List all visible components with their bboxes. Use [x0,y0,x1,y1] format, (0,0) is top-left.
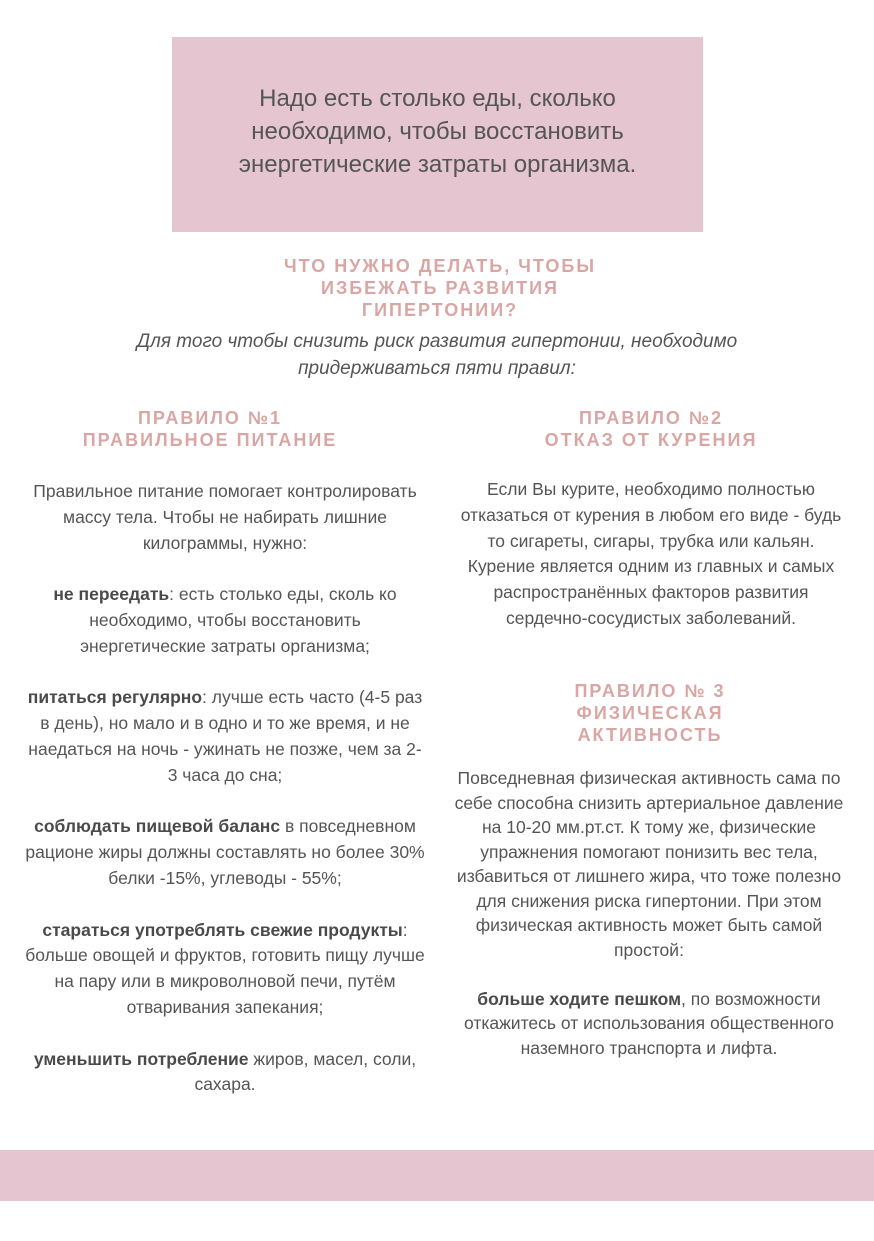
quote-text: Надо есть столько еды, сколько необходимо, чтобы восстановить энергетические затраты организма. [238,85,637,178]
main-heading-line3: ГИПЕРТОНИИ? [361,300,519,320]
rule1-subtitle: ПРАВИЛЬНОЕ ПИТАНИЕ [82,430,338,450]
rule1-item-text: : есть столько еды, сколь ко необходимо, чтобы восстановить энергетические затраты организма; [80,584,397,656]
rule3-text: Повседневная физическая активность сама по себе способна снизить артериальное давление на 10-20 мм.рт.ст. К тому же, физические упражнения помогают понизить вес тела, избавиться от лишнего жира, что тоже полезно для снижения риска гипертонии. При этом физическая активность может быть самой простой: [454,768,844,960]
intro-text: Для того чтобы снизить риск развития гипертонии, необходимо придерживаться пяти правил: [136,331,738,379]
rule1-item-text: : больше овощей и фруктов, готовить пищу лучше на пару или в микроволновой печи, путём отваривания запекания; [25,919,425,1017]
main-heading-line1: ЧТО НУЖНО ДЕЛАТЬ, ЧТОБЫ [284,256,596,276]
rule1-item [25,582,425,659]
rule2-text: Если Вы курите, необходимо полностью отказаться от курения в любом его виде - будь то сигареты, сигары, трубка или кальян. Курение является одним из главных и самых распространённых факторов развития сердечно-сосудистых заболеваний. [460,479,842,628]
rule1-item-text: в повседневном рационе жиры должны составлять но более 30% белки -15%, углеводы - 55%; [25,816,425,888]
rule1-item-text: жиров, масел, соли, сахара. [194,1048,417,1095]
rule2-subtitle: ОТКАЗ ОТ КУРЕНИЯ [544,430,758,450]
rule3-title: ПРАВИЛО № 3 [574,681,726,701]
rule2-body [452,477,850,632]
rule1-item [25,814,425,891]
rule2-title: ПРАВИЛО №2 [578,408,723,428]
rule1-item-text: : лучше есть часто (4-5 раз в день), но мало и в одно и то же время, и не наедаться на ночь - ужинать не позже, чем за 2-3 часа до сна; [28,687,423,785]
rule1-item [25,685,425,788]
main-heading [250,255,630,321]
rule3-item-bold: больше ходите пешком [477,988,682,1009]
rule1-item-bold: уменьшить потребление [33,1048,249,1069]
rule3-subtitle1: ФИЗИЧЕСКАЯ [576,703,724,723]
rule3-item [448,987,850,1061]
rule3-item-text: , по возможности откажитесь от использования общественного наземного транспорта и лифта. [463,988,835,1058]
main-heading-line2: ИЗБЕЖАТЬ РАЗВИТИЯ [321,278,559,298]
rule1-title: ПРАВИЛО №1 [137,408,282,428]
rule1-body [25,479,425,1098]
rule3-heading [520,680,780,746]
rule2-heading [470,407,832,451]
rule1-lead: Правильное питание помогает контролировать массу тела. Чтобы не набирать лишние килограммы, нужно: [33,481,417,553]
rule1-item [25,918,425,1021]
footer-bar [0,1150,874,1201]
rule1-item-bold: не переедать [53,584,170,605]
rule1-item-bold: соблюдать пищевой баланс [34,816,281,837]
rule1-heading [40,407,380,451]
rule3-body [448,766,850,1060]
rule1-item-bold: питаться регулярно [27,687,203,708]
rule1-item-bold: стараться употреблять свежие продукты [42,919,403,940]
rule1-item [25,1047,425,1099]
rule3-subtitle2: АКТИВНОСТЬ [577,725,723,745]
quote-box [172,37,703,232]
